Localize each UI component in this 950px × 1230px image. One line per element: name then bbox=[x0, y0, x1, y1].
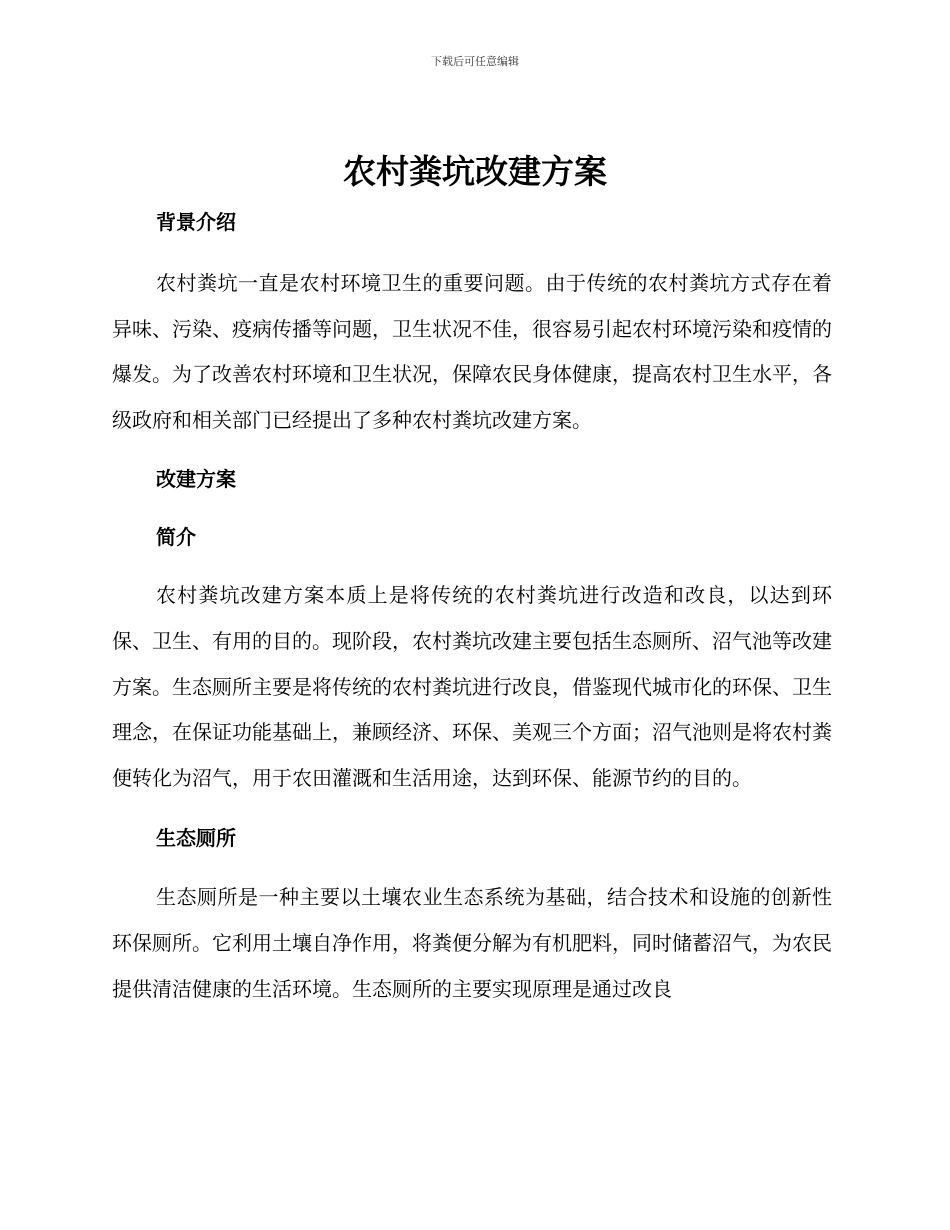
section-heading-plan: 改建方案 bbox=[156, 467, 236, 492]
section-heading-intro: 简介 bbox=[156, 525, 196, 550]
document-body bbox=[112, 205, 832, 1012]
section-paragraph-background: 农村粪坑一直是农村环境卫生的重要问题。由于传统的农村粪坑方式存在着异味、污染、疫病传播等问题，卫生状况不佳，很容易引起农村环境污染和疫情的爆发。为了改善农村环境和卫生状况，保障农民身体健康，提高农村卫生水平，各级政府和相关部门已经提出了多种农村粪坑改建方案。 bbox=[112, 271, 832, 432]
section-heading-eco-toilet: 生态厕所 bbox=[156, 826, 236, 851]
section-heading-background: 背景介绍 bbox=[156, 210, 236, 234]
header-note: 下载后可任意编辑 bbox=[431, 55, 519, 68]
document-title: 农村粪坑改建方案 bbox=[343, 152, 607, 191]
section-paragraph-intro: 农村粪坑改建方案本质上是将传统的农村粪坑进行改造和改良，以达到环保、卫生、有用的目的。现阶段，农村粪坑改建主要包括生态厕所、沼气池等改建方案。生态厕所主要是将传统的农村粪坑进行改良，借鉴现代城市化的环保、卫生理念，在保证功能基础上，兼顾经济、环保、美观三个方面；沼气池则是将农村粪便转化为沼气，用于农田灌溉和生活用途，达到环保、能源节约的目的。 bbox=[112, 583, 832, 790]
section-paragraph-eco-toilet: 生态厕所是一种主要以土壤农业生态系统为基础，结合技术和设施的创新性环保厕所。它利用土壤自净作用，将粪便分解为有机肥料，同时储蓄沼气，为农民提供清洁健康的生活环境。生态厕所的主要实现原理是通过改良 bbox=[112, 885, 832, 1001]
